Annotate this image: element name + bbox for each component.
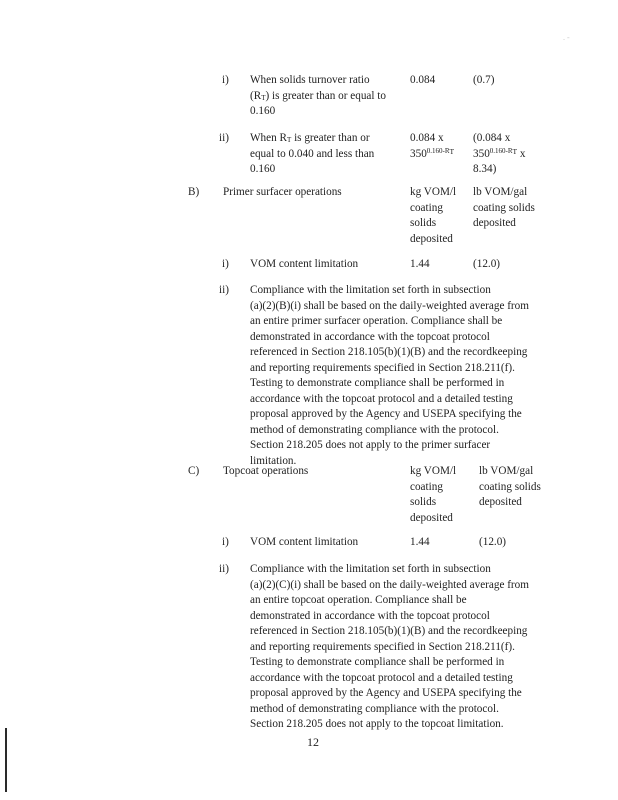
item-a-ii-line-3: 0.160 <box>250 163 276 175</box>
english-after: x <box>517 147 526 160</box>
section-b-unit-english-2: coating solids <box>473 201 535 214</box>
item-c-ii-line: referenced in Section 218.105(b)(1)(B) and the recordkeeping <box>250 625 528 637</box>
metric-exp-text: 0.160-R <box>426 146 450 155</box>
english-exp-sub: T <box>512 146 518 156</box>
section-c-label: C) <box>188 465 200 477</box>
item-b-ii-line: referenced in Section 218.105(b)(1)(B) and the recordkeeping <box>250 346 528 358</box>
item-c-ii-line: Testing to demonstrate compliance shall be performed in <box>250 656 505 668</box>
corner-marks: . - <box>563 33 570 42</box>
rt-prefix: (R <box>250 89 262 102</box>
section-b-unit-english <box>473 185 535 232</box>
item-b-i-metric: 1.44 <box>410 258 430 270</box>
item-c-ii-line: demonstrated in accordance with the topcoat protocol <box>250 609 490 622</box>
section-c-unit-english-1: lb VOM/gal <box>479 465 534 477</box>
item-c-ii-line: method of demonstrating compliance with the protocol. <box>250 702 499 715</box>
item-a-i-line-2 <box>250 89 386 105</box>
item-a-ii-line-1-sub: T <box>286 136 292 144</box>
metric-exp-sub: T <box>449 146 455 156</box>
section-b-unit-metric-3: solids <box>410 217 437 229</box>
item-b-ii-line: and reporting requirements specified in Section 218.211(f). <box>250 361 515 374</box>
item-c-ii-line: Section 218.205 does not apply to the topcoat limitation. <box>250 718 504 730</box>
item-c-ii-line: proposal approved by the Agency and USEPA specifying the <box>250 687 522 699</box>
item-b-ii-line: (a)(2)(B)(i) shall be based on the daily-weighted average from <box>250 299 529 312</box>
item-a-i-text <box>250 73 386 120</box>
section-b-unit-metric-1: kg VOM/l <box>410 186 457 198</box>
item-b-ii-paragraph <box>250 283 529 469</box>
section-c-unit-metric-4: deposited <box>410 511 453 524</box>
section-c-title: Topcoat operations <box>223 465 309 477</box>
item-b-i-label: i) <box>222 258 229 270</box>
item-b-ii-line: Testing to demonstrate compliance shall be performed in <box>250 377 505 389</box>
item-c-i-label: i) <box>222 536 229 548</box>
metric-base: 350 <box>410 147 427 160</box>
section-b-title: Primer surfacer operations <box>223 186 342 198</box>
item-a-i-metric: 0.084 <box>410 74 436 86</box>
section-b-unit-english-1: lb VOM/gal <box>473 186 528 198</box>
item-c-ii-label: ii) <box>219 563 229 575</box>
item-c-ii-paragraph <box>250 562 529 733</box>
item-b-ii-line: accordance with the topcoat protocol and a detailed testing <box>250 392 513 405</box>
item-a-i-label: i) <box>222 74 229 86</box>
item-b-ii-line: limitation. <box>250 454 297 467</box>
section-c-unit-english-3: deposited <box>479 496 522 508</box>
item-c-ii-line: accordance with the topcoat protocol and a detailed testing <box>250 671 513 684</box>
item-a-i-line-1: When solids turnover ratio <box>250 74 370 86</box>
item-a-ii-english-line-1: (0.084 x <box>473 132 511 144</box>
item-b-ii-line: an entire primer surfacer operation. Compliance shall be <box>250 315 503 327</box>
item-a-ii-line-2: equal to 0.040 and less than <box>250 147 375 160</box>
item-c-ii-line: Compliance with the limitation set forth in subsection <box>250 563 491 575</box>
section-c-unit-english-2: coating solids <box>479 480 541 493</box>
item-b-ii-line: Section 218.205 does not apply to the primer surfacer <box>250 439 491 451</box>
item-c-ii-line: an entire topcoat operation. Compliance shall be <box>250 594 467 606</box>
item-a-ii-line-1-suffix: is greater than or <box>291 132 370 144</box>
item-a-ii-english-line-2 <box>473 147 526 163</box>
item-c-i-english: (12.0) <box>479 536 507 548</box>
item-a-ii-line-1-prefix: When R <box>250 132 287 144</box>
section-b-unit-english-3: deposited <box>473 217 516 229</box>
item-b-i-text: VOM content limitation <box>250 258 359 270</box>
item-c-i-text: VOM content limitation <box>250 536 359 548</box>
item-a-ii-text <box>250 131 374 178</box>
section-c-unit-metric <box>410 464 456 526</box>
rt-sub: T <box>261 93 266 102</box>
item-c-ii-line: and reporting requirements specified in Section 218.211(f). <box>250 640 515 653</box>
item-a-i-english: (0.7) <box>473 74 495 86</box>
item-a-i-line-2-text: is greater than or equal to <box>272 89 387 102</box>
section-b-unit-metric-2: coating <box>410 201 443 214</box>
item-b-ii-label: ii) <box>219 284 229 296</box>
section-c-unit-metric-3: solids <box>410 496 437 508</box>
item-b-ii-line: method of demonstrating compliance with the protocol. <box>250 423 499 436</box>
section-c-unit-metric-2: coating <box>410 480 443 493</box>
section-b-label: B) <box>188 186 200 198</box>
section-c-unit-metric-1: kg VOM/l <box>410 465 457 477</box>
section-b-unit-metric <box>410 185 456 247</box>
item-b-ii-line: demonstrated in accordance with the topcoat protocol <box>250 330 490 343</box>
item-a-ii-line-1 <box>250 131 374 147</box>
item-c-i-metric: 1.44 <box>410 536 430 548</box>
section-b-unit-metric-4: deposited <box>410 232 453 245</box>
item-a-i-line-3: 0.160 <box>250 105 276 117</box>
item-b-ii-line: Compliance with the limitation set forth in subsection <box>250 284 491 296</box>
item-a-ii-metric-line-1: 0.084 x <box>410 132 444 144</box>
english-exp <box>490 147 517 155</box>
scan-margin-line <box>5 728 7 792</box>
item-a-ii-label: ii) <box>219 132 229 144</box>
page-number: 12 <box>307 735 319 749</box>
item-a-ii-english <box>473 131 526 178</box>
item-c-ii-line: (a)(2)(C)(i) shall be based on the daily-weighted average from <box>250 578 529 591</box>
item-a-ii-metric-line-2 <box>410 147 454 163</box>
rt-suffix: ) <box>265 89 270 102</box>
english-base: 350 <box>473 147 490 160</box>
english-exp-text: 0.160-R <box>489 146 513 155</box>
item-b-ii-line: proposal approved by the Agency and USEPA specifying the <box>250 408 522 420</box>
item-a-ii-metric <box>410 131 454 162</box>
item-a-ii-english-line-3: 8.34) <box>473 163 497 175</box>
section-c-unit-english <box>479 464 541 511</box>
item-b-i-english: (12.0) <box>473 258 501 270</box>
metric-exp <box>427 147 454 155</box>
